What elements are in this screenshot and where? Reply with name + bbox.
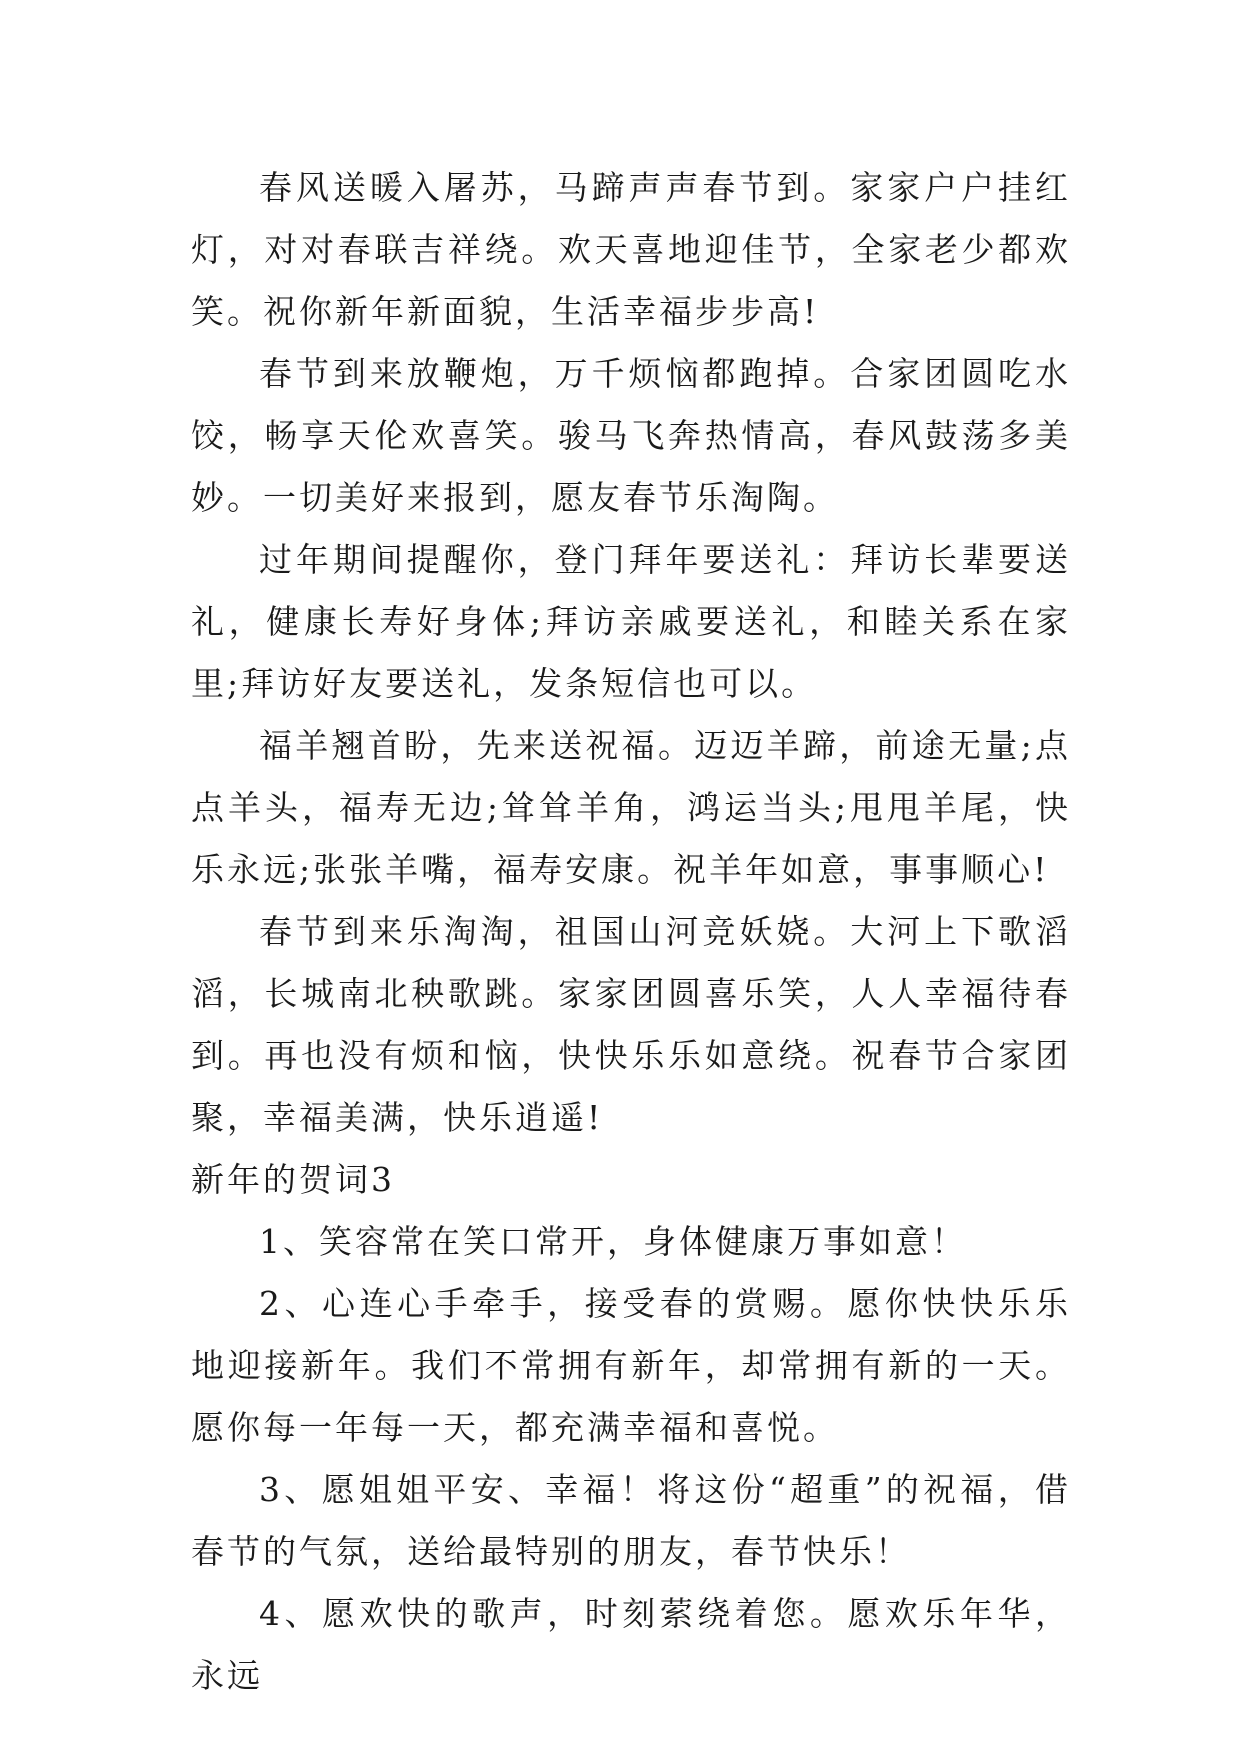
paragraph: 春节到来放鞭炮，万千烦恼都跑掉。合家团圆吃水饺，畅享天伦欢喜笑。骏马飞奔热情高，春风鼓荡多美妙。一切美好来报到，愿友春节乐淘陶。 xyxy=(191,354,1071,517)
paragraph: 春风送暖入屠苏，马蹄声声春节到。家家户户挂红灯，对对春联吉祥绕。欢天喜地迎佳节，全家老少都欢笑。祝你新年新面貌，生活幸福步步高! xyxy=(191,168,1071,331)
document-body xyxy=(191,157,1071,1707)
list-item: 2、心连心手牵手，接受春的赏赐。愿你快快乐乐地迎接新年。我们不常拥有新年，却常拥有新的一天。愿你每一年每一天，都充满幸福和喜悦。 xyxy=(191,1284,1071,1447)
paragraph: 春节到来乐淘淘，祖国山河竞妖娆。大河上下歌滔滔，长城南北秧歌跳。家家团圆喜乐笑，人人幸福待春到。再也没有烦和恼，快快乐乐如意绕。祝春节合家团聚，幸福美满，快乐逍遥! xyxy=(191,912,1071,1137)
paragraph: 福羊翘首盼，先来送祝福。迈迈羊蹄，前途无量;点点羊头，福寿无边;耸耸羊角，鸿运当头;甩甩羊尾，快乐永远;张张羊嘴，福寿安康。祝羊年如意，事事顺心! xyxy=(191,726,1071,889)
list-item: 3、愿姐姐平安、幸福！将这份“超重”的祝福，借春节的气氛，送给最特别的朋友，春节快乐！ xyxy=(191,1470,1071,1571)
section-heading: 新年的贺词3 xyxy=(191,1160,395,1199)
paragraph: 过年期间提醒你，登门拜年要送礼：拜访长辈要送礼，健康长寿好身体;拜访亲戚要送礼，和睦关系在家里;拜访好友要送礼，发条短信也可以。 xyxy=(191,540,1071,703)
list-item: 4、愿欢快的歌声，时刻萦绕着您。愿欢乐年华，永远 xyxy=(191,1594,1071,1695)
list-item: 1、笑容常在笑口常开，身体健康万事如意！ xyxy=(259,1222,967,1261)
